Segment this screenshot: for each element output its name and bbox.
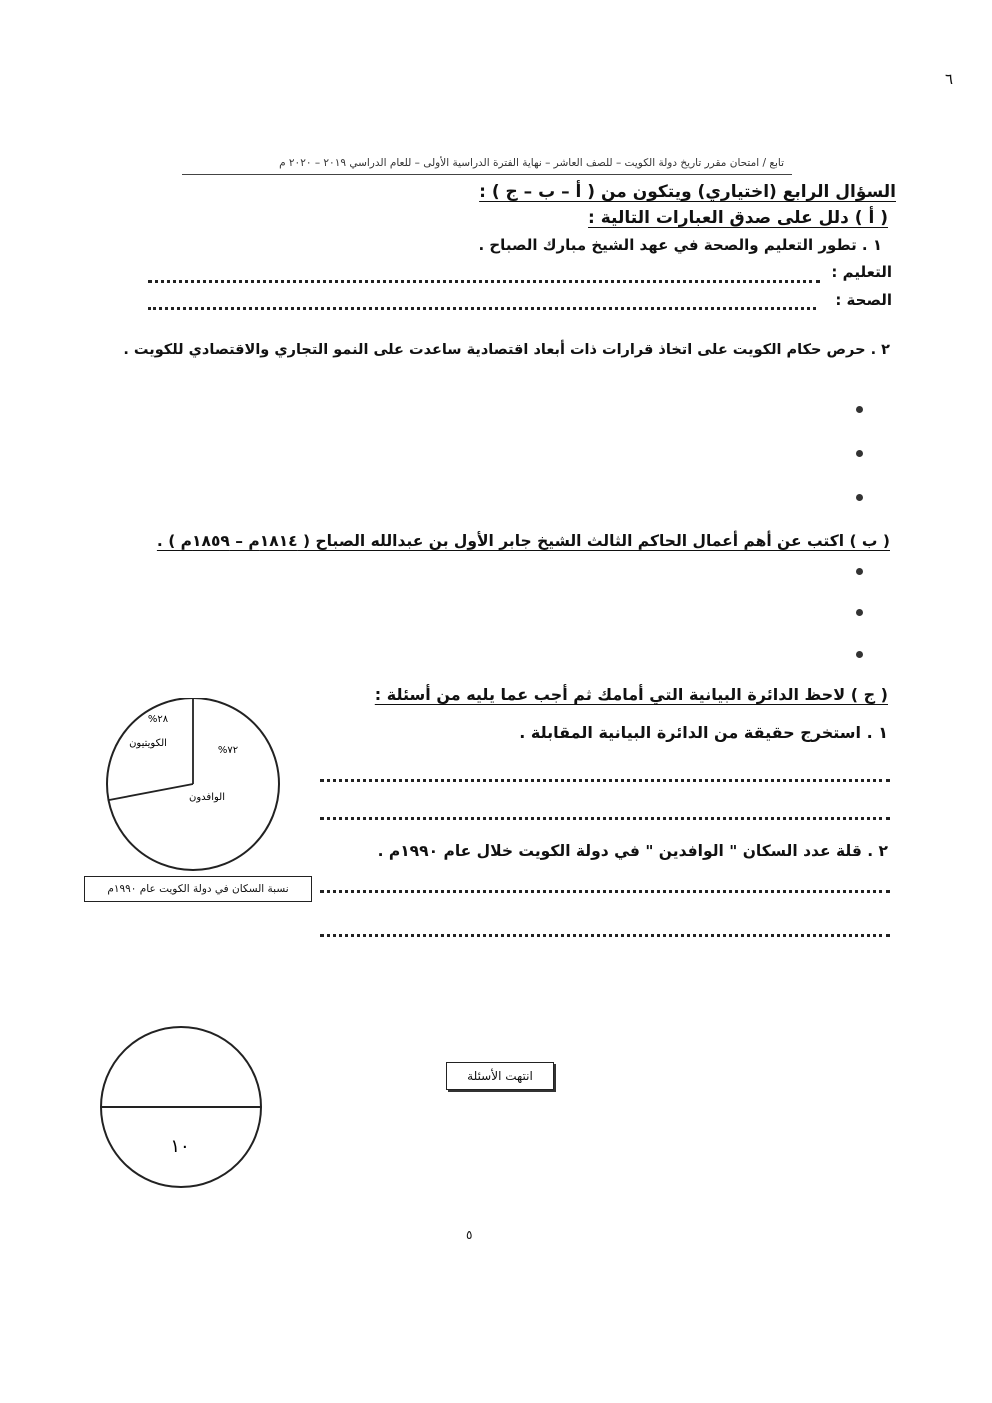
exam-header: تابع / امتحان مقرر تاريخ دولة الكويت – للصف العاشر – نهاية الفترة الدراسية الأولى – للعام الدراسي ٢٠١٩ – ٢٠٢٠ م [279,157,784,169]
part-c-question-1: ١ . استخرج حقيقة من الدائرة البيانية المقابلة . [519,723,888,742]
part-c-heading: ( ج ) لاحظ الدائرة البيانية التي أمامك ثم أجب عما يليه من أسئلة : [374,685,888,704]
question-4-title: السؤال الرابع (اختياري) ويتكون من ( أ – ب – ج ) : [479,182,896,202]
bullet-a2-1 [856,406,863,413]
bullet-a2-2 [856,450,863,457]
bullet-b-2 [856,609,863,616]
part-a-item-1: ١ . تطور التعليم والصحة في عهد الشيخ مبارك الصباح . [478,236,882,254]
chart-caption-text: نسبة السكان في دولة الكويت عام ١٩٩٠م [107,883,289,895]
pie-category-label-expatriates: الوافدون [189,792,225,803]
population-pie-chart [96,698,292,874]
label-health: الصحة : [835,291,892,309]
grade-circle [98,1024,266,1192]
pie-category-label-kuwaitis: الكويتيون [129,738,167,749]
answer-line-health[interactable] [148,307,816,310]
bullet-a2-3 [856,494,863,501]
part-c-question-2: ٢ . قلة عدد السكان " الوافدين " في دولة الكويت خلال عام ١٩٩٠م . [377,842,888,860]
corner-mark: ٦ [945,70,954,88]
bullet-b-3 [856,651,863,658]
label-education: التعليم : [831,263,892,281]
grade-value: ١٠ [170,1136,190,1157]
answer-line-education[interactable] [148,280,820,283]
pie-value-label-expatriates: ٧٢% [217,745,239,756]
end-of-questions-label: انتهت الأسئلة [467,1069,533,1083]
pie-value-label-kuwaitis: ٢٨% [147,714,169,725]
part-b-heading: ( ب ) اكتب عن أهم أعمال الحاكم الثالث الشيخ جابر الأول بن عبدالله الصباح ( ١٨١٤م – ١٨٥٩م ) . [156,532,890,550]
answer-line-c2-2[interactable] [320,934,890,937]
bullet-b-1 [856,568,863,575]
header-underline [182,174,792,175]
answer-line-c1-2[interactable] [320,817,890,820]
answer-line-c2-1[interactable] [320,890,890,893]
part-a-item-2: ٢ . حرص حكام الكويت على اتخاذ قرارات ذات أبعاد اقتصادية ساعدت على النمو التجاري والاقتصادي للكويت . [123,342,890,358]
answer-line-c1-1[interactable] [320,779,890,782]
page-number: ٥ [466,1228,473,1242]
part-a-heading: ( أ ) دلل على صدق العبارات التالية : [588,208,888,228]
chart-caption [84,876,312,902]
end-of-questions-box [446,1062,554,1090]
